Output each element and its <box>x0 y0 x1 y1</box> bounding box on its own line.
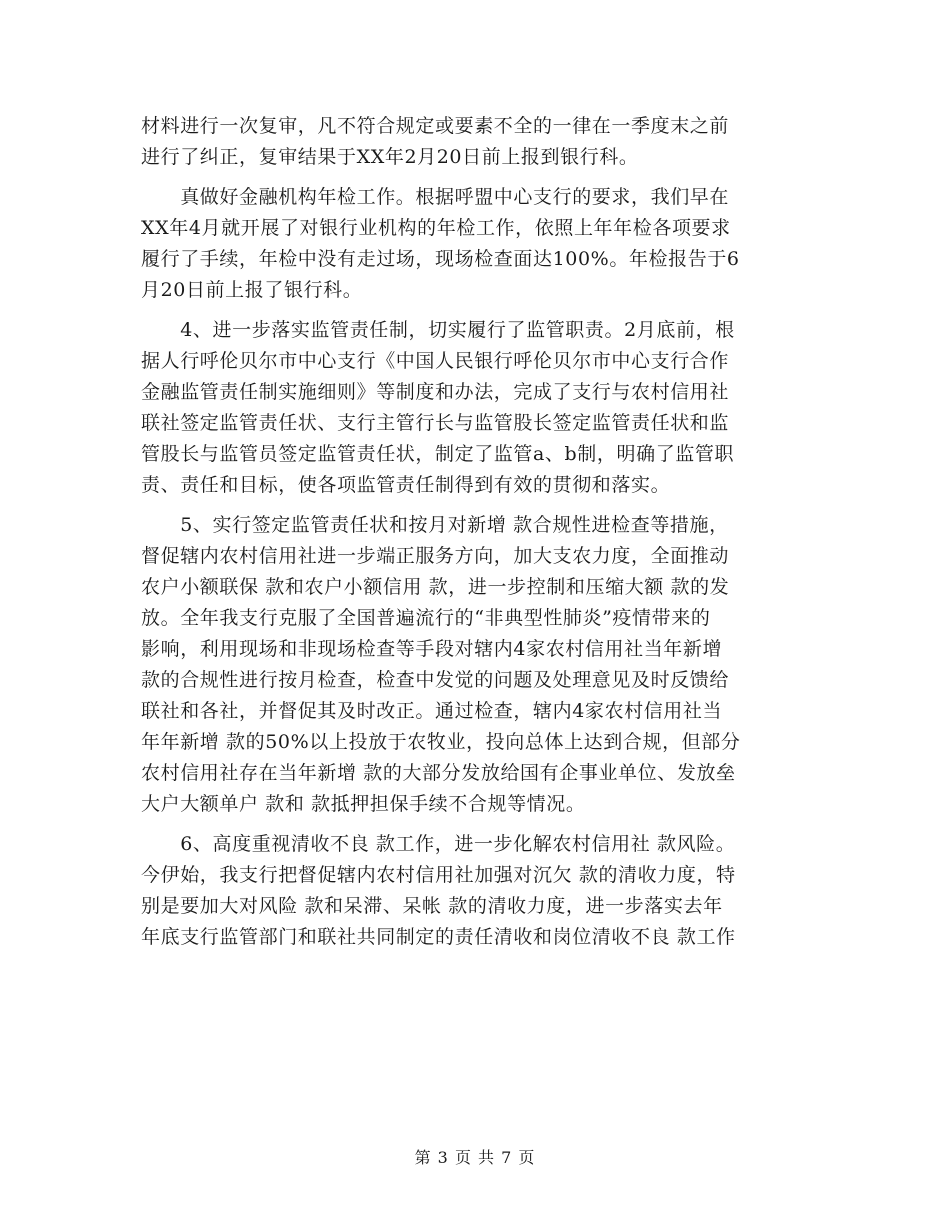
text-line: 月20日前上报了银行科。 <box>141 279 363 301</box>
paragraph-gap <box>141 501 813 510</box>
text-line: 款的合规性进行按月检查，检查中发觉的问题及处理意见及时反馈给 <box>141 669 730 691</box>
paragraph <box>141 111 813 173</box>
text-line: 督促辖内农村信用社进一步端正服务方向，加大支农力度，全面推动 <box>141 545 730 567</box>
page-number-footer: 第 3 页 共 7 页 <box>414 1148 536 1167</box>
text-line: 农村信用社存在当年新增 款的大部分发放给国有企事业单位、发放垒 <box>141 762 736 784</box>
paragraph-gap <box>141 306 813 315</box>
text-line: 责、责任和目标，使各项监管责任制得到有效的贯彻和落实。 <box>141 474 671 496</box>
paragraph-gap <box>141 820 813 829</box>
text-line: 5、实行签定监管责任状和按月对新增 款合规性进检查等措施， <box>141 514 729 536</box>
text-line: 年年新增 款的50%以上投放于农牧业，投向总体上达到合规，但部分 <box>141 731 741 753</box>
text-line: 据人行呼伦贝尔市中心支行《中国人民银行呼伦贝尔市中心支行合作 <box>141 350 730 372</box>
text-line: 大户大额单户 款和 款抵押担保手续不合规等情况。 <box>141 793 586 815</box>
text-line: 管股长与监管员签定监管责任状，制定了监管a、b制，明确了监管职 <box>141 443 735 465</box>
paragraph <box>141 315 813 501</box>
text-line: 联社和各社，并督促其及时改正。通过检查，辖内4家农村信用社当 <box>141 700 723 722</box>
text-line: 别是要加大对风险 款和呆滞、呆帐 款的清收力度，进一步落实去年 <box>141 895 723 917</box>
text-line: 真做好金融机构年检工作。根据呼盟中心支行的要求，我们早在 <box>141 186 730 208</box>
text-line: 联社签定监管责任状、支行主管行长与监管股长签定监管责任状和监 <box>141 412 730 434</box>
paragraph-gap <box>141 173 813 182</box>
document-body <box>141 111 813 953</box>
text-line: XX年4月就开展了对银行业机构的年检工作，依照上年年检各项要求 <box>141 217 731 239</box>
text-line: 履行了手续，年检中没有走过场，现场检查面达100%。年检报告于6 <box>141 248 740 270</box>
text-line: 4、进一步落实监管责任制，切实履行了监管职责。2月底前，根 <box>141 319 735 341</box>
text-line: 进行了纠正，复审结果于XX年2月20日前上报到银行科。 <box>141 146 639 168</box>
text-line: 6、高度重视清收不良 款工作，进一步化解农村信用社 款风险。 <box>141 833 736 855</box>
text-line: 影响，利用现场和非现场检查等手段对辖内4家农村信用社当年新增 <box>141 638 723 660</box>
text-line: 年底支行监管部门和联社共同制定的责任清收和岗位清收不良 款工作 <box>141 926 736 948</box>
text-line: 放。全年我支行克服了全国普遍流行的“非典型性肺炎”疫情带来的 <box>141 607 711 629</box>
paragraph <box>141 182 813 306</box>
text-line: 材料进行一次复审，凡不符合规定或要素不全的一律在一季度末之前 <box>141 115 730 137</box>
text-line: 今伊始，我支行把督促辖内农村信用社加强对沉欠 款的清收力度，特 <box>141 864 736 886</box>
paragraph <box>141 510 813 820</box>
text-line: 金融监管责任制实施细则》等制度和办法，完成了支行与农村信用社 <box>141 381 730 403</box>
text-line: 农户小额联保 款和农户小额信用 款，进一步控制和压缩大额 款的发 <box>141 576 730 598</box>
paragraph <box>141 829 813 953</box>
